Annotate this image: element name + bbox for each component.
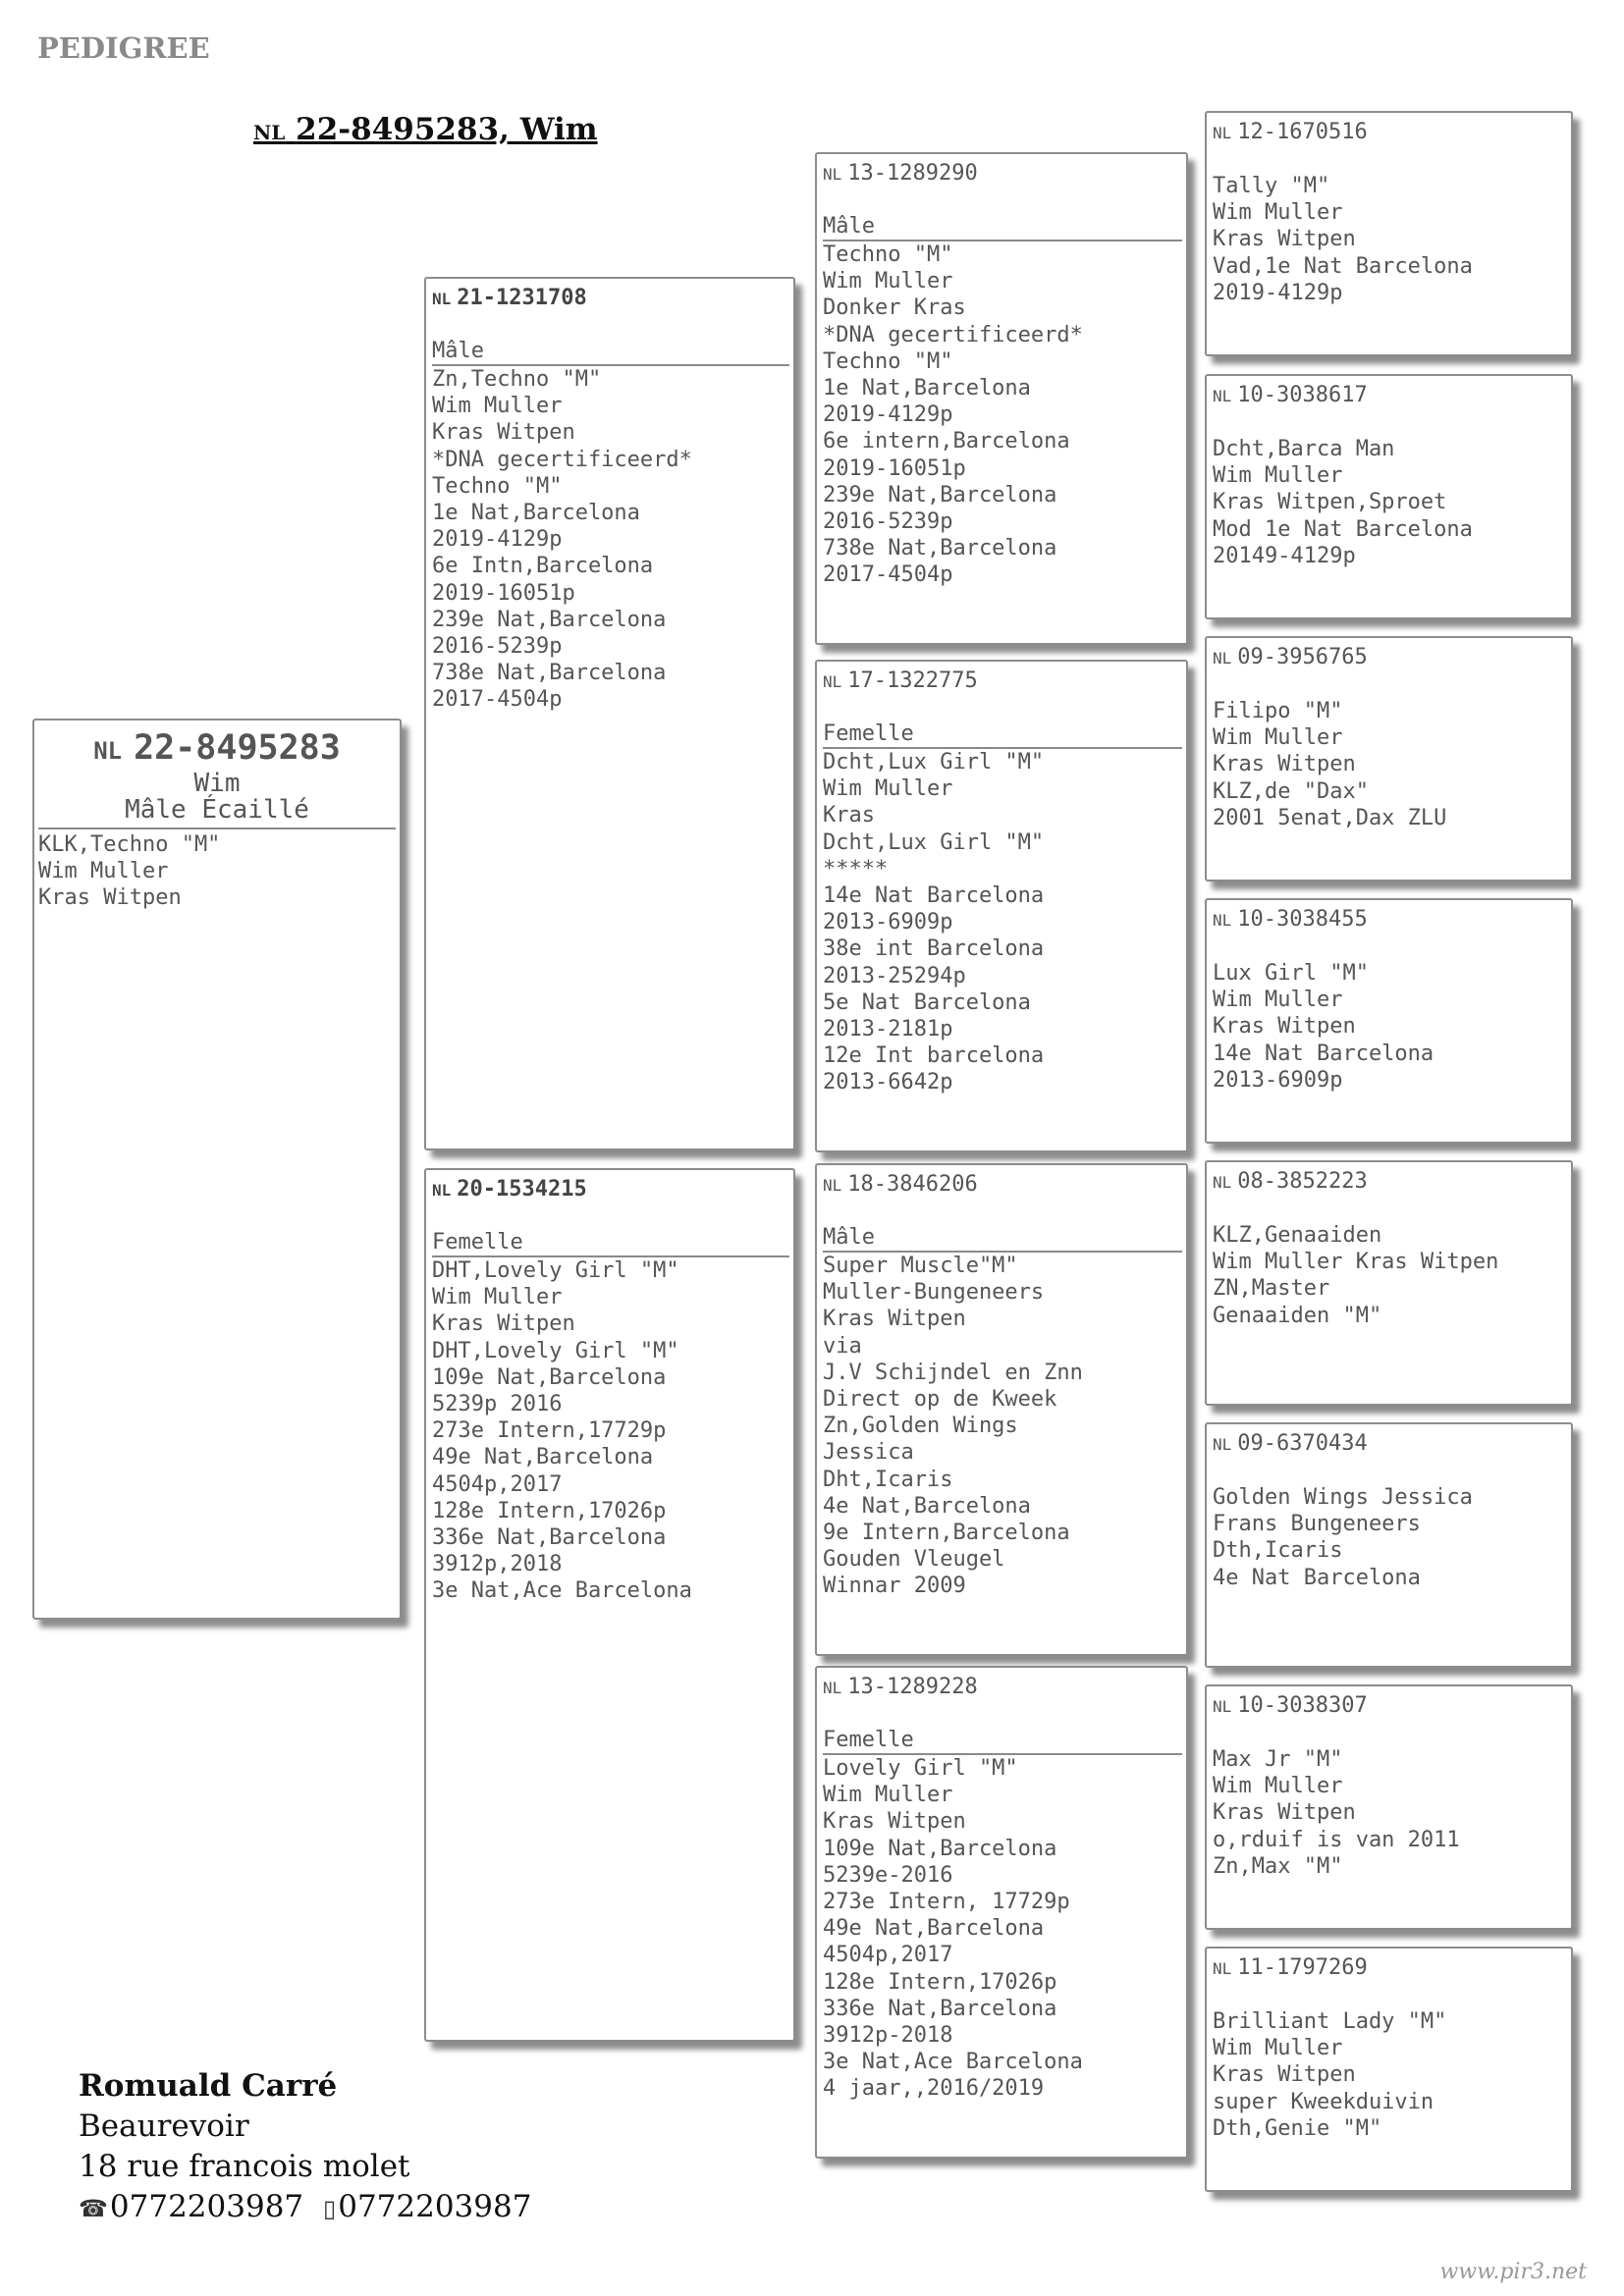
detail-line: 4e Nat,Barcelona (823, 1493, 1031, 1519)
sire-prefix: NL (432, 290, 452, 308)
detail-line: 14e Nat Barcelona (1213, 1041, 1435, 1066)
detail-line: 1e Nat,Barcelona (432, 501, 640, 526)
grandparent-ring-number (817, 154, 1186, 187)
ring-id: 12-1670516 (1237, 120, 1368, 144)
owner-address: 18 rue francois molet (79, 2149, 410, 2184)
dam-prefix: NL (432, 1181, 452, 1200)
great-grandparent-details (1207, 1720, 1571, 1880)
ring-prefix: NL (1213, 1697, 1232, 1716)
detail-line: Lovely Girl "M" (823, 1756, 1018, 1781)
detail-line: 6e intern,Barcelona (823, 429, 1070, 454)
page-heading: PEDIGREE (37, 31, 210, 65)
sire-card (424, 277, 795, 1150)
great-grandparent-card (1205, 898, 1573, 1144)
detail-line: Filipo "M" (1213, 699, 1343, 723)
subject-sex: Mâle Écaillé (125, 795, 309, 825)
grandparent-card (815, 1666, 1188, 2159)
detail-line: 336e Nat,Barcelona (823, 1996, 1057, 2021)
grandparent-ring-number (817, 1165, 1186, 1199)
detail-line: 239e Nat,Barcelona (823, 482, 1057, 507)
detail-line: Dth,Icaris (1213, 1538, 1343, 1564)
detail-line: 738e Nat,Barcelona (432, 661, 667, 686)
great-grandparent-card (1205, 1160, 1573, 1406)
detail-line: 4504p,2017 (823, 1943, 953, 1968)
sire-sex: Mâle (432, 312, 789, 366)
detail-line: J.V Schijndel en Znn (823, 1360, 1083, 1385)
sire-id: 21-1231708 (457, 286, 587, 310)
detail-line: ***** (823, 856, 889, 881)
great-grandparent-card (1205, 1947, 1573, 2192)
detail-line: Wim Muller (1213, 200, 1343, 226)
detail-line: 2019-4129p (432, 527, 563, 553)
detail-line: 3912p,2018 (432, 1552, 563, 1577)
detail-line: Techno "M" (823, 242, 953, 267)
detail-line: 2001 5enat,Dax ZLU (1213, 805, 1447, 830)
detail-line: 2017-4504p (823, 562, 953, 588)
great-grandparent-card (1205, 1422, 1573, 1668)
detail-line: 128e Intern,17026p (823, 1969, 1057, 1995)
great-grandparent-details (1207, 1458, 1571, 1591)
detail-line: Kras Witpen (1213, 1800, 1356, 1826)
detail-line: Wim Muller (823, 269, 953, 294)
sire-details (426, 366, 793, 714)
detail-line: Mod 1e Nat Barcelona (1213, 516, 1473, 542)
detail-line: Kras Witpen (1213, 2062, 1356, 2088)
grandparent-card (815, 1163, 1188, 1656)
detail-line: super Kweekduivin (1213, 2089, 1435, 2114)
detail-line: 14e Nat Barcelona (823, 883, 1045, 909)
grandparent-card (815, 152, 1188, 645)
detail-line: Techno "M" (823, 348, 953, 374)
detail-line: 2017-4504p (432, 687, 563, 713)
ring-id: 08-3852223 (1237, 1169, 1368, 1194)
detail-line: via (823, 1333, 862, 1359)
grandparent-card (815, 660, 1188, 1152)
grandparent-ring-number (817, 662, 1186, 695)
ring-prefix: NL (1213, 124, 1232, 142)
detail-line: Brilliant Lady "M" (1213, 2009, 1447, 2034)
ring-prefix: NL (1213, 387, 1232, 405)
detail-line: Wim Muller (1213, 463, 1343, 489)
subject-line: Wim Muller (38, 859, 169, 883)
owner-phone: 0772203987 (109, 2189, 304, 2224)
detail-line: Zn,Techno "M" (432, 367, 602, 392)
detail-line: 128e Intern,17026p (432, 1498, 667, 1523)
ring-id: 09-6370434 (1237, 1431, 1368, 1456)
great-grandparent-details (1207, 934, 1571, 1094)
grandparent-sex: Femelle (823, 695, 1182, 749)
detail-line: 9e Intern,Barcelona (823, 1521, 1070, 1546)
detail-line: Direct op de Kweek (823, 1387, 1057, 1413)
detail-line: DHT,Lovely Girl "M" (432, 1258, 679, 1283)
detail-line: Kras Witpen (1213, 1014, 1356, 1040)
detail-line: 109e Nat,Barcelona (432, 1364, 667, 1390)
detail-line: Super Muscle"M" (823, 1254, 1018, 1278)
phone-icon: ☎ (79, 2195, 108, 2222)
dam-card (424, 1168, 795, 2042)
detail-line: 4504p,2017 (432, 1471, 563, 1497)
detail-line: Muller-Bungeneers (823, 1280, 1045, 1306)
detail-line: 2019-16051p (432, 580, 575, 606)
subject-details (34, 829, 400, 911)
detail-line: ZN,Master (1213, 1276, 1330, 1302)
subject-prefix: NL (93, 737, 123, 765)
subject-card (32, 719, 402, 1620)
detail-line: 2019-4129p (1213, 280, 1343, 305)
footer-website: www.pir3.net (1439, 2260, 1587, 2284)
great-grandparent-details (1207, 409, 1571, 569)
ring-id: 17-1322775 (847, 668, 978, 693)
detail-line: Donker Kras (823, 295, 966, 321)
detail-line: 273e Intern, 17729p (823, 1890, 1070, 1915)
owner-name: Romuald Carré (79, 2068, 338, 2104)
great-grandparent-card (1205, 1684, 1573, 1930)
detail-line: Dcht,Lux Girl "M" (823, 829, 1045, 855)
detail-line: Wim Muller (432, 1285, 563, 1310)
ring-id: 13-1289290 (847, 161, 978, 186)
detail-line: 5239e-2016 (823, 1862, 953, 1888)
detail-line: Kras Witpen (823, 1307, 966, 1332)
ring-prefix: NL (1213, 649, 1232, 667)
pedigree-title (253, 112, 598, 147)
ring-id: 09-3956765 (1237, 645, 1368, 669)
grandparent-details (817, 749, 1186, 1096)
ring-prefix: NL (1213, 1173, 1232, 1192)
detail-line: Kras (823, 803, 875, 828)
title-prefix: NL (253, 121, 286, 144)
owner-mobile: 0772203987 (338, 2189, 532, 2224)
title-text: 22-8495283, Wim (296, 112, 598, 147)
great-grandparent-details (1207, 671, 1571, 831)
detail-line: Wim Muller (1213, 2036, 1343, 2061)
great-grandparent-details (1207, 1982, 1571, 2142)
detail-line: Wim Muller (823, 1783, 953, 1808)
detail-line: 239e Nat,Barcelona (432, 607, 667, 632)
detail-line: KLZ,de "Dax" (1213, 778, 1369, 804)
detail-line: Wim Muller (1213, 988, 1343, 1013)
ring-prefix: NL (823, 1679, 842, 1697)
ring-id: 11-1797269 (1237, 1955, 1368, 1980)
detail-line: 12e Int barcelona (823, 1043, 1045, 1069)
grandparent-sex: Femelle (823, 1701, 1182, 1755)
detail-line: 2016-5239p (823, 509, 953, 535)
detail-line: 2013-6909p (823, 910, 953, 935)
detail-line: 49e Nat,Barcelona (432, 1445, 654, 1470)
subject-line: KLK,Techno "M" (38, 832, 221, 857)
detail-line: Wim Muller (823, 776, 953, 802)
detail-line: Tally "M" (1213, 174, 1330, 198)
detail-line: Zn,Max "M" (1213, 1853, 1343, 1879)
dam-sex: Femelle (432, 1203, 789, 1257)
detail-line: KLZ,Genaaiden (1213, 1223, 1382, 1248)
detail-line: Kras Witpen (1213, 227, 1356, 252)
detail-line: Frans Bungeneers (1213, 1512, 1421, 1537)
detail-line: Techno "M" (432, 473, 563, 499)
detail-line: 4 jaar,,2016/2019 (823, 2076, 1045, 2102)
detail-line: 20149-4129p (1213, 543, 1356, 568)
detail-line: 2013-6642p (823, 1070, 953, 1095)
detail-line: 5239p 2016 (432, 1392, 563, 1417)
subject-header (38, 721, 396, 829)
detail-line: 5e Nat Barcelona (823, 989, 1031, 1015)
detail-line: Kras Witpen (823, 1809, 966, 1835)
detail-line: 2013-2181p (823, 1017, 953, 1042)
grandparent-ring-number (817, 1668, 1186, 1701)
subject-name: Wim (193, 769, 241, 798)
ring-id: 13-1289228 (847, 1675, 978, 1699)
ring-id: 10-3038307 (1237, 1693, 1368, 1718)
grandparent-sex: Mâle (823, 187, 1182, 241)
detail-line: 49e Nat,Barcelona (823, 1916, 1045, 1942)
ring-prefix: NL (823, 1176, 842, 1195)
detail-line: 336e Nat,Barcelona (432, 1525, 667, 1551)
sire-ring-number (426, 279, 793, 312)
detail-line: 2013-25294p (823, 963, 966, 988)
ring-prefix: NL (823, 165, 842, 184)
detail-line: Kras Witpen (432, 420, 575, 446)
great-grandparent-ring-number (1207, 1424, 1571, 1458)
detail-line: Dcht,Barca Man (1213, 437, 1395, 461)
great-grandparent-ring-number (1207, 376, 1571, 409)
detail-line: Dht,Icaris (823, 1467, 953, 1492)
detail-line: Kras Witpen (432, 1311, 575, 1337)
grandparent-details (817, 241, 1186, 589)
detail-line: Wim Muller (1213, 1774, 1343, 1799)
dam-id: 20-1534215 (457, 1177, 587, 1201)
detail-line: 3e Nat,Ace Barcelona (823, 2050, 1083, 2075)
detail-line: 2019-16051p (823, 455, 966, 481)
detail-line: Genaaiden "M" (1213, 1303, 1382, 1328)
great-grandparent-details (1207, 1196, 1571, 1329)
great-grandparent-card (1205, 636, 1573, 881)
subject-line: Kras Witpen (38, 885, 182, 910)
detail-line: 2019-4129p (823, 402, 953, 428)
detail-line: 273e Intern,17729p (432, 1418, 667, 1444)
detail-line: Wim Muller Kras Witpen (1213, 1250, 1499, 1275)
great-grandparent-ring-number (1207, 1949, 1571, 1982)
great-grandparent-ring-number (1207, 1162, 1571, 1196)
grandparent-details (817, 1755, 1186, 2103)
detail-line: Wim Muller (1213, 725, 1343, 751)
detail-line: 2016-5239p (432, 634, 563, 660)
subject-ring-number (38, 728, 396, 771)
ring-id: 18-3846206 (847, 1172, 978, 1197)
detail-line: 38e int Barcelona (823, 936, 1045, 962)
dam-ring-number (426, 1170, 793, 1203)
great-grandparent-details (1207, 146, 1571, 306)
owner-phones (79, 2187, 531, 2229)
owner-city: Beaurevoir (79, 2109, 249, 2144)
great-grandparent-ring-number (1207, 1686, 1571, 1720)
detail-line: DHT,Lovely Girl "M" (432, 1338, 679, 1363)
detail-line: 109e Nat,Barcelona (823, 1836, 1057, 1861)
detail-line: 738e Nat,Barcelona (823, 536, 1057, 561)
detail-line: *DNA gecertificeerd* (432, 447, 692, 472)
detail-line: Jessica (823, 1440, 914, 1466)
detail-line: 3e Nat,Ace Barcelona (432, 1578, 692, 1604)
detail-line: Gouden Vleugel (823, 1547, 1005, 1573)
detail-line: Dth,Genie "M" (1213, 2115, 1382, 2141)
detail-line: Winnar 2009 (823, 1574, 966, 1599)
detail-line: Lux Girl "M" (1213, 961, 1369, 986)
ring-id: 10-3038455 (1237, 907, 1368, 932)
grandparent-sex: Mâle (823, 1199, 1182, 1253)
detail-line: Kras Witpen,Sproet (1213, 490, 1447, 515)
detail-line: o,rduif is van 2011 (1213, 1827, 1460, 1852)
detail-line: 4e Nat Barcelona (1213, 1565, 1421, 1590)
detail-line: *DNA gecertificeerd* (823, 322, 1083, 347)
detail-line: Wim Muller (432, 394, 563, 419)
grandparent-details (817, 1253, 1186, 1600)
detail-line: Golden Wings Jessica (1213, 1485, 1473, 1510)
dam-details (426, 1257, 793, 1605)
detail-line: Zn,Golden Wings (823, 1414, 1018, 1439)
detail-line: Vad,1e Nat Barcelona (1213, 253, 1473, 279)
ring-prefix: NL (1213, 1959, 1232, 1978)
detail-line: 2013-6909p (1213, 1067, 1343, 1093)
detail-line: Kras Witpen (1213, 752, 1356, 777)
detail-line: 6e Intn,Barcelona (432, 554, 654, 579)
ring-id: 10-3038617 (1237, 383, 1368, 407)
detail-line: Dcht,Lux Girl "M" (823, 750, 1045, 774)
mobile-phone-icon: ▯ (323, 2195, 337, 2222)
detail-line: Max Jr "M" (1213, 1747, 1343, 1772)
ring-prefix: NL (823, 672, 842, 691)
great-grandparent-ring-number (1207, 113, 1571, 146)
owner-block (79, 2065, 531, 2229)
great-grandparent-ring-number (1207, 638, 1571, 671)
subject-id: 22-8495283 (134, 728, 341, 768)
great-grandparent-card (1205, 374, 1573, 619)
detail-line: 1e Nat,Barcelona (823, 376, 1031, 401)
ring-prefix: NL (1213, 1435, 1232, 1454)
great-grandparent-ring-number (1207, 900, 1571, 934)
detail-line: 3912p-2018 (823, 2023, 953, 2049)
great-grandparent-card (1205, 111, 1573, 356)
ring-prefix: NL (1213, 911, 1232, 930)
